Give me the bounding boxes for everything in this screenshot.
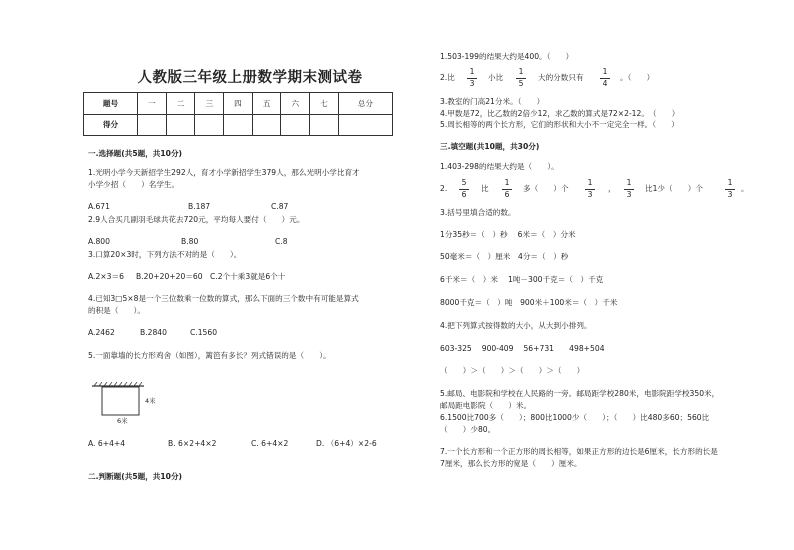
fraction: 1 4 [600, 68, 610, 87]
page-title: 人教版三年级上册数学期末测试卷 [137, 70, 363, 86]
question-text: 1.光明小学今天新招学生292人，育才小学新招学生379人，那么光明小学比育才 [88, 168, 360, 177]
score-input-cell[interactable] [138, 114, 167, 136]
question-text: 1.403-298的结果大约是（ ）。 [440, 162, 559, 171]
score-input-cell[interactable] [166, 114, 195, 136]
question-text: 3.括号里填合适的数。 [440, 208, 516, 217]
fraction: 1 3 [467, 68, 477, 87]
score-row-label: 得分 [84, 114, 138, 136]
question-text: 2.9人合买几副羽毛球共花去720元，平均每人要付（ ）元。 [88, 215, 305, 224]
option-c: C.8 [275, 237, 288, 246]
fraction: 1 5 [516, 68, 526, 87]
question-text: 7.一个长方形和一个正方形的周长相等，如果正方形的边长是6厘米，长方形的长是 [440, 447, 718, 456]
score-header-cell: 三 [195, 93, 224, 115]
figure-bottom-label: 6米 [117, 417, 128, 425]
score-input-cell[interactable] [338, 114, 392, 136]
score-header-cell: 总分 [338, 93, 392, 115]
question-text: 。 [741, 184, 749, 193]
fill-line: 1分35秒＝（ ）秒 6米＝（ ）分米 [440, 230, 576, 239]
option-a: A.2×3＝6 [88, 272, 124, 281]
question-text: 4.把下列算式按得数的大小，从大到小排列。 [440, 321, 592, 330]
fraction: 1 3 [585, 179, 595, 198]
question-text: 小学少招（ ）名学生。 [88, 180, 180, 189]
score-table-header-row [84, 93, 393, 115]
option-a: A. 6+4+4 [88, 439, 126, 448]
section-heading-choice: 一.选择题(共5题，共10分) [88, 149, 183, 158]
fraction: 1 3 [624, 179, 634, 198]
question-text: 5.周长相等的两个长方形，它们的形状和大小不一定完全一样。（ ） [440, 120, 679, 129]
question-text: 小比 [488, 73, 504, 82]
question-text: 4.已知3□5×8是一个三位数乘一位数的算式，那么下面的三个数中有可能是算式 [88, 294, 359, 303]
question-text: ， [608, 184, 616, 193]
question-text: 5.邮局、电影院和学校在人民路的一旁。邮局距学校280米，电影院距学校350米， [440, 389, 720, 398]
fraction: 1 6 [502, 179, 512, 198]
score-input-cell[interactable] [310, 114, 339, 136]
fill-line: 6千米＝（ ）米 1吨－300千克＝（ ）千克 [440, 275, 604, 284]
option-d: D. （6+4）×2-6 [316, 439, 377, 448]
question-text: 2. [440, 184, 448, 193]
question-text: 3.教室的门高21分米。（ ） [440, 97, 545, 106]
option-c: C. 6+4×2 [251, 439, 289, 448]
question-text: 1.503-199的结果大约是400。（ ） [440, 52, 574, 61]
question-text: 4.甲数是72，比乙数的2倍少12，求乙数的算式是72×2-12。 （ ） [440, 109, 680, 118]
option-b: B.80 [181, 237, 199, 246]
question-text: 6.1500比700多（ ）；800比1000少（ ）；（ ）比480多60；560比 [440, 413, 710, 422]
question-text: 。（ ） [620, 73, 655, 82]
score-table-score-row [84, 114, 393, 136]
expression-list: 603-325 900-409 56+731 498+504 [440, 344, 605, 353]
score-header-cell: 四 [224, 93, 253, 115]
fraction: 5 6 [459, 179, 469, 198]
score-header-cell: 二 [166, 93, 195, 115]
section-heading-fill: 三.填空题(共10题，共30分) [440, 142, 540, 151]
score-header-cell: 七 [310, 93, 339, 115]
option-c: C.2个十乘3就是6个十 [210, 272, 286, 281]
option-a: A.800 [88, 237, 110, 246]
fill-line: 50毫米＝（ ）厘米 4分＝（ ）秒 [440, 252, 569, 261]
question-text: 邮局距电影院（ ）米。 [440, 401, 532, 410]
question-text: 3.口算20×3时，下列方法不对的是（ ）。 [88, 250, 242, 259]
option-b: B.187 [188, 202, 211, 211]
question-text: 多（ ）个 [523, 184, 569, 193]
fill-line: 8000千克＝（ ）吨 900米＋100米＝（ ）千米 [440, 298, 618, 307]
score-header-cell: 题号 [84, 93, 138, 115]
option-b: B. 6×2+4×2 [168, 439, 217, 448]
option-a: A.671 [88, 202, 110, 211]
ordering-blanks: （ ）＞（ ）＞（ ）＞（ ） [440, 366, 585, 375]
score-input-cell[interactable] [281, 114, 310, 136]
section-heading-judge: 二.判断题(共5题，共10分) [88, 472, 183, 481]
question-text: 的积是（ ）。 [88, 306, 145, 315]
question-text: （ ）少80。 [440, 425, 496, 434]
option-b: B.20+20+20＝60 [136, 272, 203, 281]
score-input-cell[interactable] [224, 114, 253, 136]
question-text: 大的分数只有 [538, 73, 584, 82]
option-a: A.2462 [88, 328, 115, 337]
option-c: C.1560 [190, 328, 218, 337]
question-text: 比1少（ ）个 [645, 184, 703, 193]
option-c: C.87 [271, 202, 289, 211]
score-input-cell[interactable] [252, 114, 281, 136]
score-input-cell[interactable] [195, 114, 224, 136]
option-b: B.2840 [140, 328, 167, 337]
figure-side-label: 4米 [145, 397, 156, 405]
score-table [83, 92, 393, 136]
question-text: 比 [481, 184, 489, 193]
question-text: 7厘米，那么长方形的宽是（ ）厘米。 [440, 459, 582, 468]
question-text: 5.一面靠墙的长方形鸡舍（如图），篱笆有多长？列式错误的是（ ）。 [88, 351, 331, 360]
score-header-cell: 一 [138, 93, 167, 115]
question-text: 2.比 [440, 73, 455, 82]
fraction: 1 3 [725, 179, 735, 198]
score-header-cell: 五 [252, 93, 281, 115]
score-header-cell: 六 [281, 93, 310, 115]
